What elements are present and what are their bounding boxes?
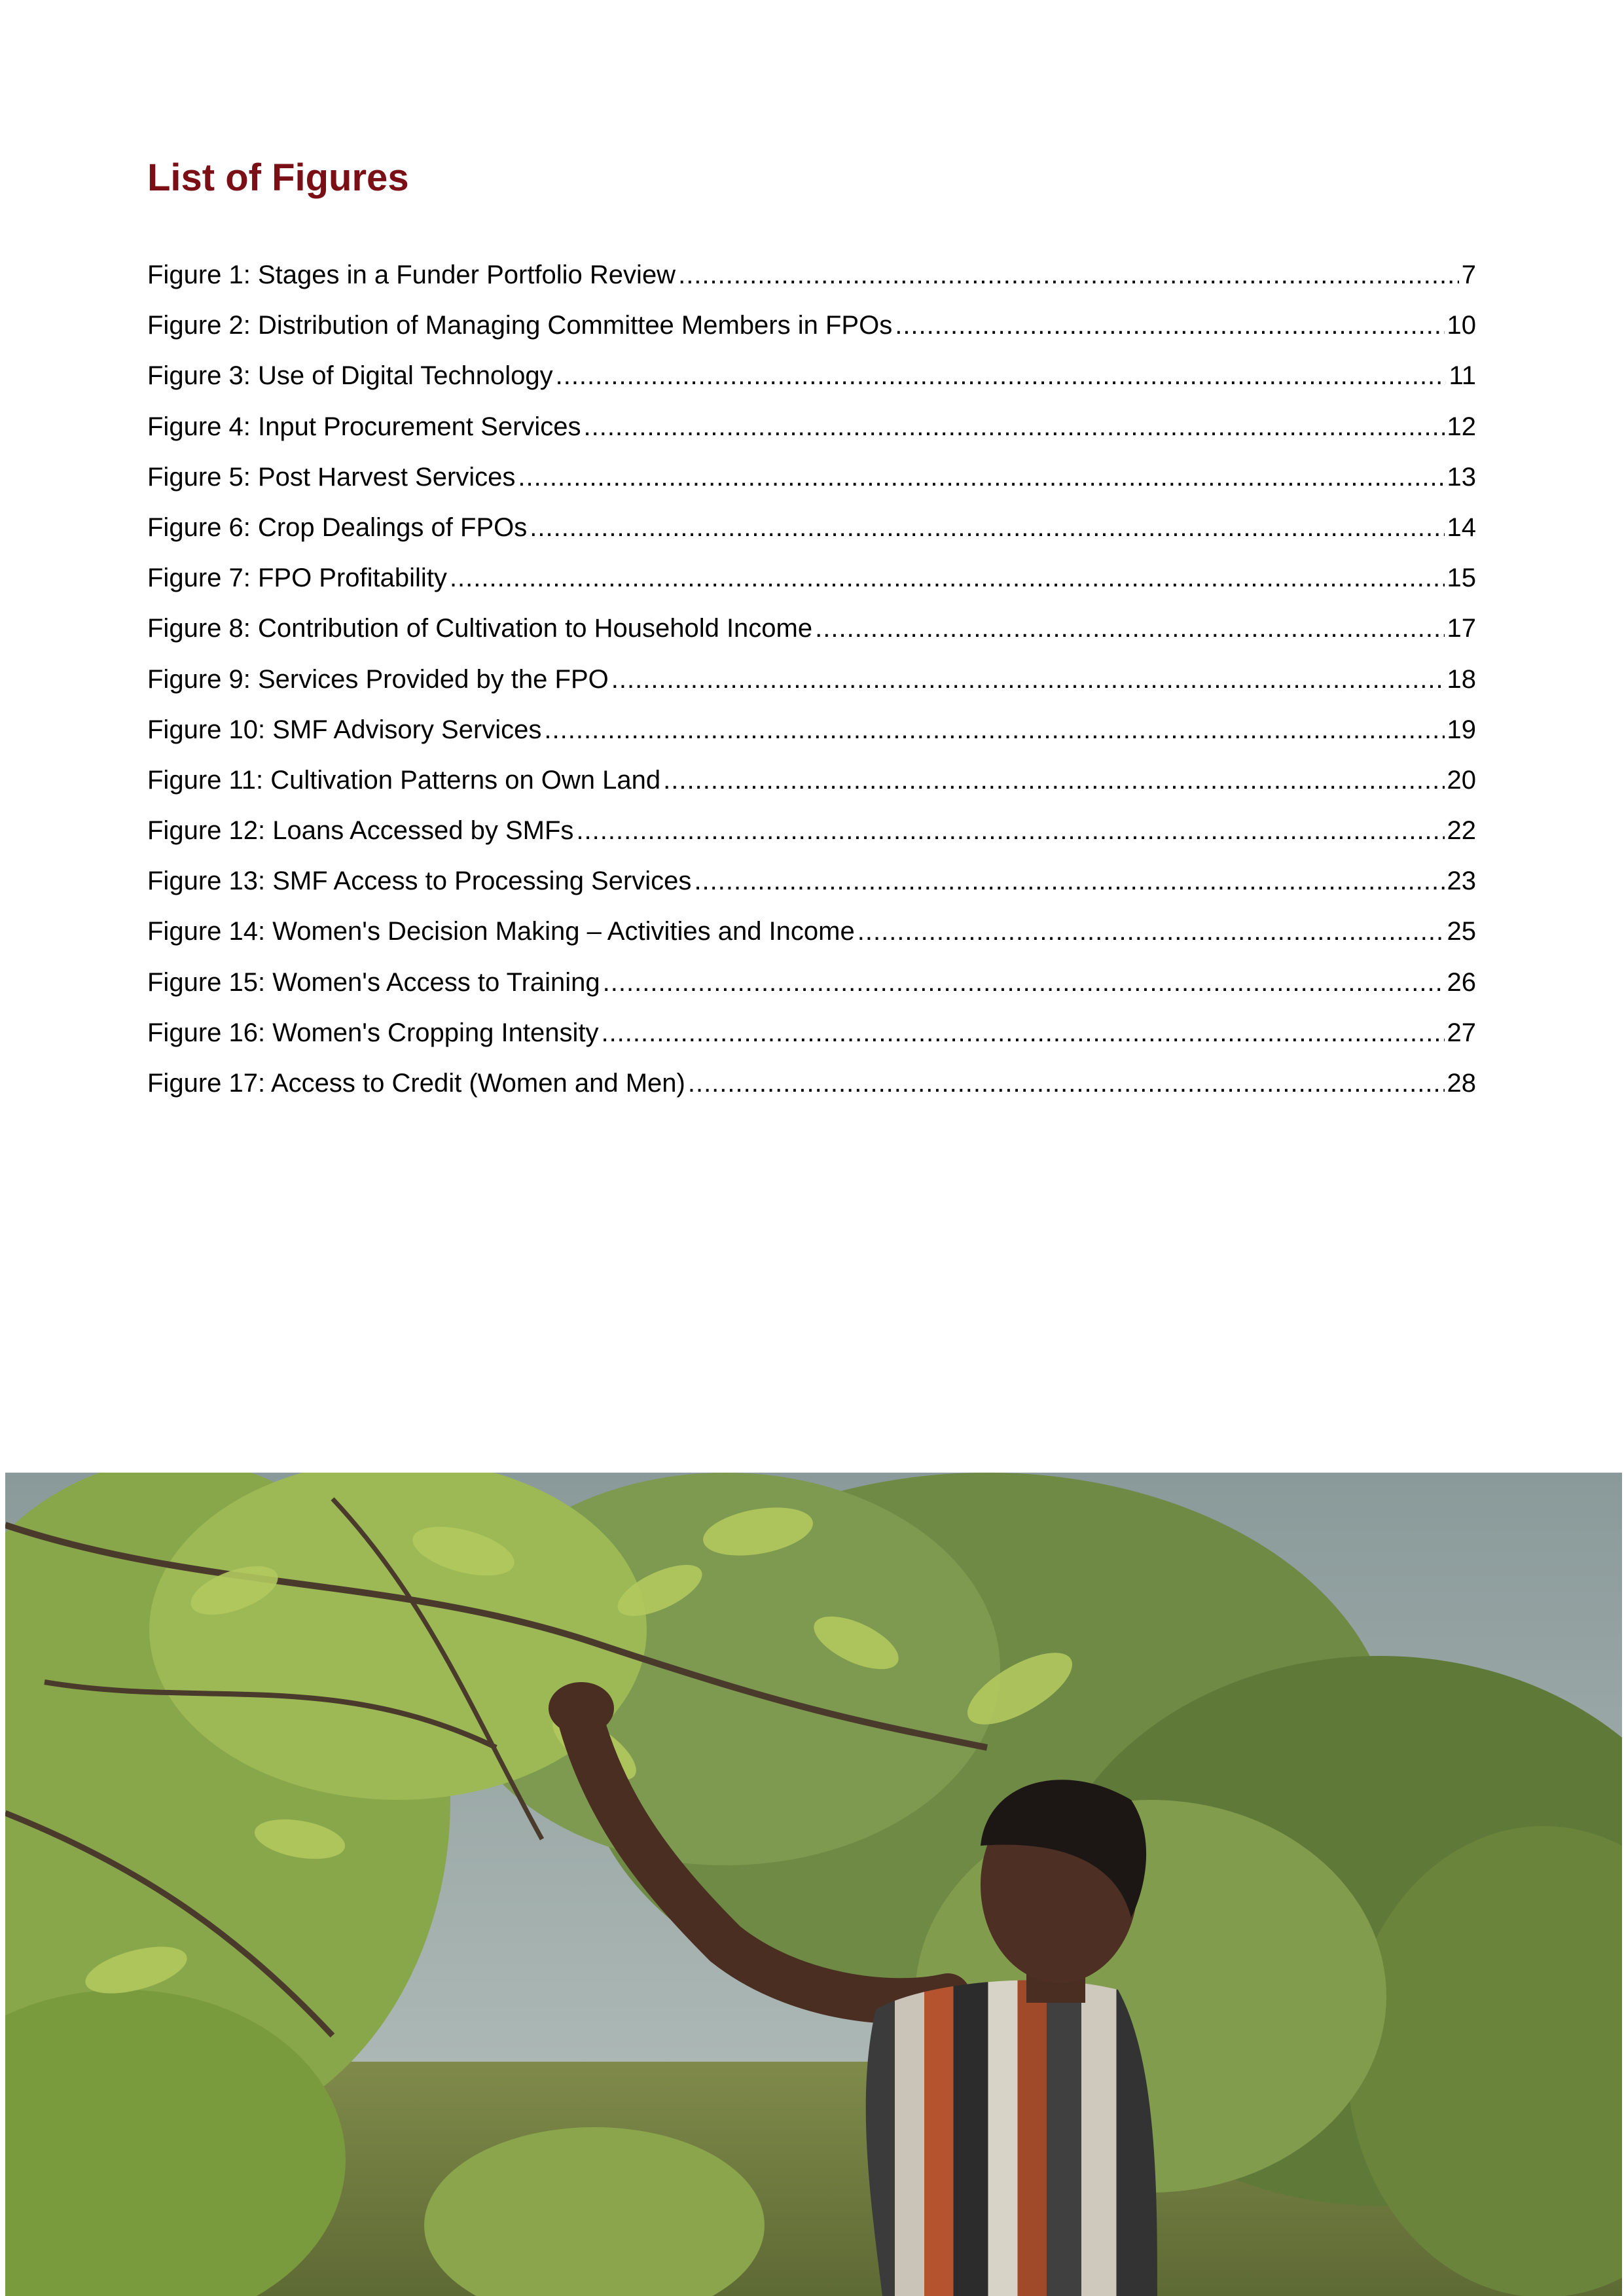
figure-label: Figure 3: Use of Digital Technology (147, 361, 553, 391)
dot-leader (450, 564, 1445, 593)
figure-label: Figure 6: Crop Dealings of FPOs (147, 512, 528, 542)
figure-entry[interactable] (147, 564, 1476, 614)
figure-page-number: 17 (1447, 614, 1476, 643)
figure-page-number: 18 (1447, 664, 1476, 694)
figure-entry[interactable] (147, 816, 1476, 867)
figure-entry[interactable] (147, 1018, 1476, 1069)
cover-photo (5, 1473, 1622, 2296)
figure-label: Figure 2: Distribution of Managing Committee Members in FPOs (147, 311, 893, 340)
figure-entry[interactable] (147, 412, 1476, 463)
page-title: List of Figures (147, 156, 409, 199)
dot-leader (544, 715, 1444, 745)
figure-page-number: 10 (1447, 311, 1476, 340)
dot-leader (815, 614, 1444, 643)
figure-entry[interactable] (147, 715, 1476, 766)
figure-entry[interactable] (147, 867, 1476, 917)
figure-entry[interactable] (147, 968, 1476, 1018)
dot-leader (518, 463, 1444, 492)
figure-page-number: 12 (1447, 412, 1476, 441)
dot-leader (603, 968, 1445, 997)
figure-page-number: 28 (1447, 1069, 1476, 1098)
figure-entry[interactable] (147, 614, 1476, 664)
figure-page-number: 25 (1447, 917, 1476, 946)
figure-page-number: 27 (1447, 1018, 1476, 1047)
figure-label: Figure 7: FPO Profitability (147, 564, 447, 593)
figure-entry[interactable] (147, 311, 1476, 361)
figure-page-number: 7 (1461, 260, 1476, 289)
dot-leader (530, 513, 1444, 543)
figure-label: Figure 11: Cultivation Patterns on Own Land (147, 765, 661, 795)
dot-leader (857, 917, 1445, 946)
dot-leader (895, 311, 1444, 340)
dot-leader (688, 1069, 1445, 1098)
farmer-photo-illustration (5, 1473, 1622, 2296)
list-of-figures (147, 260, 1476, 1119)
figure-page-number: 15 (1447, 564, 1476, 593)
figure-label: Figure 13: SMF Access to Processing Services (147, 867, 692, 896)
figure-label: Figure 8: Contribution of Cultivation to Household Income (147, 614, 813, 643)
figure-label: Figure 1: Stages in a Funder Portfolio Review (147, 260, 676, 289)
dot-leader (611, 665, 1445, 694)
figure-entry[interactable] (147, 665, 1476, 715)
figure-label: Figure 10: SMF Advisory Services (147, 715, 542, 744)
dot-leader (678, 260, 1459, 290)
figure-entry[interactable] (147, 513, 1476, 564)
figure-entry[interactable] (147, 766, 1476, 816)
dot-leader (694, 867, 1444, 896)
figure-label: Figure 16: Women's Cropping Intensity (147, 1018, 599, 1047)
figure-label: Figure 15: Women's Access to Training (147, 967, 600, 997)
figure-page-number: 11 (1449, 361, 1476, 391)
figure-label: Figure 5: Post Harvest Services (147, 462, 516, 492)
figure-entry[interactable] (147, 1069, 1476, 1119)
figure-page-number: 14 (1447, 512, 1476, 542)
figure-label: Figure 12: Loans Accessed by SMFs (147, 816, 574, 846)
figure-page-number: 22 (1447, 816, 1476, 846)
dot-leader (601, 1018, 1444, 1048)
figure-label: Figure 17: Access to Credit (Women and Men) (147, 1069, 685, 1098)
figure-entry[interactable] (147, 917, 1476, 967)
figure-page-number: 19 (1447, 715, 1476, 744)
figure-page-number: 13 (1447, 462, 1476, 492)
dot-leader (584, 412, 1445, 442)
figure-page-number: 23 (1447, 867, 1476, 896)
figure-entry[interactable] (147, 463, 1476, 513)
figure-entry[interactable] (147, 260, 1476, 311)
dot-leader (576, 816, 1444, 846)
dot-leader (556, 361, 1447, 391)
figure-label: Figure 14: Women's Decision Making – Activities and Income (147, 917, 855, 946)
dot-leader (663, 766, 1444, 795)
figure-page-number: 26 (1447, 967, 1476, 997)
figure-label: Figure 9: Services Provided by the FPO (147, 664, 609, 694)
figure-label: Figure 4: Input Procurement Services (147, 412, 581, 441)
figure-entry[interactable] (147, 361, 1476, 412)
figure-page-number: 20 (1447, 765, 1476, 795)
